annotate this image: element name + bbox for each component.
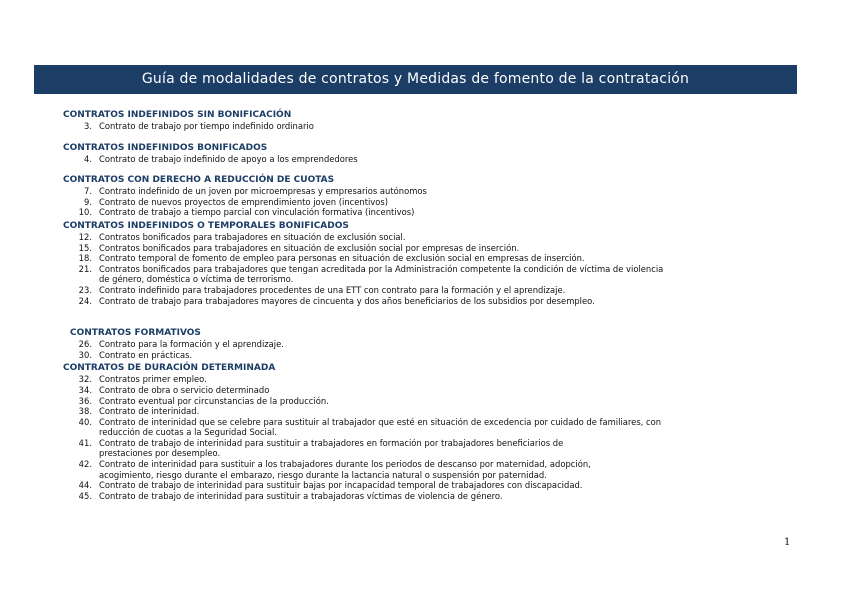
list-item[interactable] bbox=[63, 253, 803, 264]
item-number: 21. bbox=[78, 263, 92, 274]
list-item[interactable] bbox=[63, 385, 803, 396]
section-title: CONTRATOS CON DERECHO A REDUCCIÓN DE CUOTAS bbox=[63, 175, 335, 186]
item-number: 44. bbox=[78, 480, 92, 491]
item-number: 3. bbox=[84, 121, 92, 131]
list-item[interactable] bbox=[63, 406, 803, 417]
item-text[interactable]: Contrato de obra o servicio determinado bbox=[99, 384, 270, 395]
item-text[interactable]: Contrato de trabajo indefinido de apoyo a los emprendedores bbox=[99, 153, 358, 164]
item-text[interactable]: Contrato de trabajo a tiempo parcial con vinculación formativa (incentivos) bbox=[99, 207, 415, 218]
item-text[interactable]: Contrato en prácticas. bbox=[99, 349, 193, 360]
item-text[interactable]: Contrato de interinidad para sustituir a los trabajadores durante los periodos de descanso por maternidad, adopción, acogimiento, riesgo durante el embarazo, riesgo durante la lactancia natural o suspensión por paternidad. bbox=[99, 459, 591, 480]
section-title: CONTRATOS INDEFINIDOS BONIFICADOS bbox=[63, 142, 268, 153]
item-number: 9. bbox=[84, 196, 92, 207]
item-text[interactable]: Contratos bonificados para trabajadores en situación de exclusión social. bbox=[99, 231, 406, 242]
list-item[interactable] bbox=[63, 207, 803, 218]
list-item[interactable] bbox=[63, 396, 803, 407]
item-text[interactable]: Contrato temporal de fomento de empleo para personas en situación de exclusión social en empresas de inserción. bbox=[99, 253, 585, 264]
item-text[interactable]: Contrato indefinido de un joven por microempresas y empresarios autónomos bbox=[99, 186, 427, 197]
item-text[interactable]: Contrato de trabajo de interinidad para sustituir a trabajadoras víctimas de violencia de género. bbox=[99, 490, 503, 501]
document-title-banner bbox=[34, 65, 797, 94]
item-text[interactable]: Contrato para la formación y el aprendizaje. bbox=[99, 339, 284, 350]
section-indefinidos-bonificados bbox=[63, 143, 803, 165]
item-text[interactable]: Contrato de trabajo de interinidad para sustituir bajas por incapacidad temporal de trabajadores con discapacidad. bbox=[99, 480, 583, 491]
item-number: 4. bbox=[84, 153, 92, 164]
item-number: 23. bbox=[78, 284, 92, 295]
list-item[interactable] bbox=[63, 438, 803, 459]
item-number: 18. bbox=[78, 253, 92, 264]
item-text[interactable]: Contrato eventual por circunstancias de la producción. bbox=[99, 395, 329, 406]
item-number: 10. bbox=[78, 207, 92, 218]
item-text[interactable]: Contrato de trabajo de interinidad para sustituir a trabajadores en formación por trabajadores beneficiarios de prestaciones por desempleo. bbox=[99, 437, 564, 459]
list-item[interactable] bbox=[63, 374, 803, 385]
item-number: 42. bbox=[78, 459, 92, 470]
item-text[interactable]: Contrato de trabajo para trabajadores mayores de cincuenta y dos años beneficiarios de los subsidios por desempleo. bbox=[99, 295, 595, 306]
contract-index bbox=[63, 110, 803, 501]
document-title: Guía de modalidades de contratos y Medidas de fomento de la contratación bbox=[141, 71, 690, 87]
list-item[interactable] bbox=[63, 264, 803, 285]
list-item[interactable] bbox=[63, 296, 803, 307]
list-item[interactable] bbox=[63, 417, 803, 438]
item-text[interactable]: Contrato de interinidad que se celebre para sustituir al trabajador que esté en situación de excedencia por cuidado de familiares, con reducción de cuotas a la Seguridad Social. bbox=[99, 416, 662, 438]
item-number: 36. bbox=[78, 395, 92, 406]
list-item[interactable] bbox=[63, 243, 803, 254]
item-number: 12. bbox=[78, 231, 92, 242]
item-number: 34. bbox=[78, 384, 92, 395]
section-title: CONTRATOS FORMATIVOS bbox=[70, 328, 201, 339]
section-reduccion-cuotas bbox=[63, 175, 803, 218]
page-number: 1 bbox=[784, 537, 791, 548]
item-number: 26. bbox=[78, 339, 92, 350]
item-text[interactable]: Contrato de nuevos proyectos de emprendimiento joven (incentivos) bbox=[99, 196, 389, 207]
item-text[interactable]: Contrato indefinido para trabajadores procedentes de una ETT con contrato para la formación y el aprendizaje. bbox=[99, 284, 566, 295]
item-number: 41. bbox=[78, 437, 92, 448]
item-number: 7. bbox=[84, 186, 92, 197]
item-number: 24. bbox=[78, 295, 92, 306]
list-item[interactable] bbox=[63, 491, 803, 502]
item-text[interactable]: Contratos bonificados para trabajadores que tengan acreditada por la Administración competente la condición de víctima de violencia de género, doméstica o víctima de terrorismo. bbox=[99, 263, 664, 285]
item-number: 40. bbox=[78, 416, 92, 427]
item-number: 15. bbox=[78, 242, 92, 253]
section-indefinidos-temporales-bonificados bbox=[63, 221, 803, 306]
list-item[interactable] bbox=[63, 154, 803, 165]
section-title: CONTRATOS DE DURACIÓN DETERMINADA bbox=[63, 363, 276, 374]
section-title: CONTRATOS INDEFINIDOS SIN BONIFICACIÓN bbox=[63, 110, 292, 120]
item-text[interactable]: Contrato de interinidad. bbox=[99, 406, 200, 417]
list-item[interactable] bbox=[63, 121, 803, 132]
item-text[interactable]: Contratos primer empleo. bbox=[99, 374, 207, 385]
list-item[interactable] bbox=[63, 197, 803, 208]
section-indefinidos-sin-bonificacion bbox=[63, 110, 803, 132]
list-item[interactable] bbox=[63, 285, 803, 296]
item-number: 45. bbox=[78, 490, 92, 501]
list-item[interactable] bbox=[63, 186, 803, 197]
section-title: CONTRATOS INDEFINIDOS O TEMPORALES BONIFICADOS bbox=[63, 220, 349, 231]
item-number: 32. bbox=[78, 374, 92, 385]
section-duracion-determinada bbox=[63, 363, 803, 501]
list-item[interactable] bbox=[63, 339, 803, 350]
list-item[interactable] bbox=[63, 459, 803, 480]
list-item[interactable] bbox=[63, 480, 803, 491]
item-text[interactable]: Contratos bonificados para trabajadores en situación de exclusión social por empresas de inserción. bbox=[99, 242, 520, 253]
list-item[interactable] bbox=[63, 350, 803, 361]
item-number: 38. bbox=[78, 406, 92, 417]
list-item[interactable] bbox=[63, 232, 803, 243]
item-number: 30. bbox=[78, 349, 92, 360]
item-text[interactable]: Contrato de trabajo por tiempo indefinido ordinario bbox=[99, 121, 314, 131]
section-formativos bbox=[63, 328, 803, 360]
